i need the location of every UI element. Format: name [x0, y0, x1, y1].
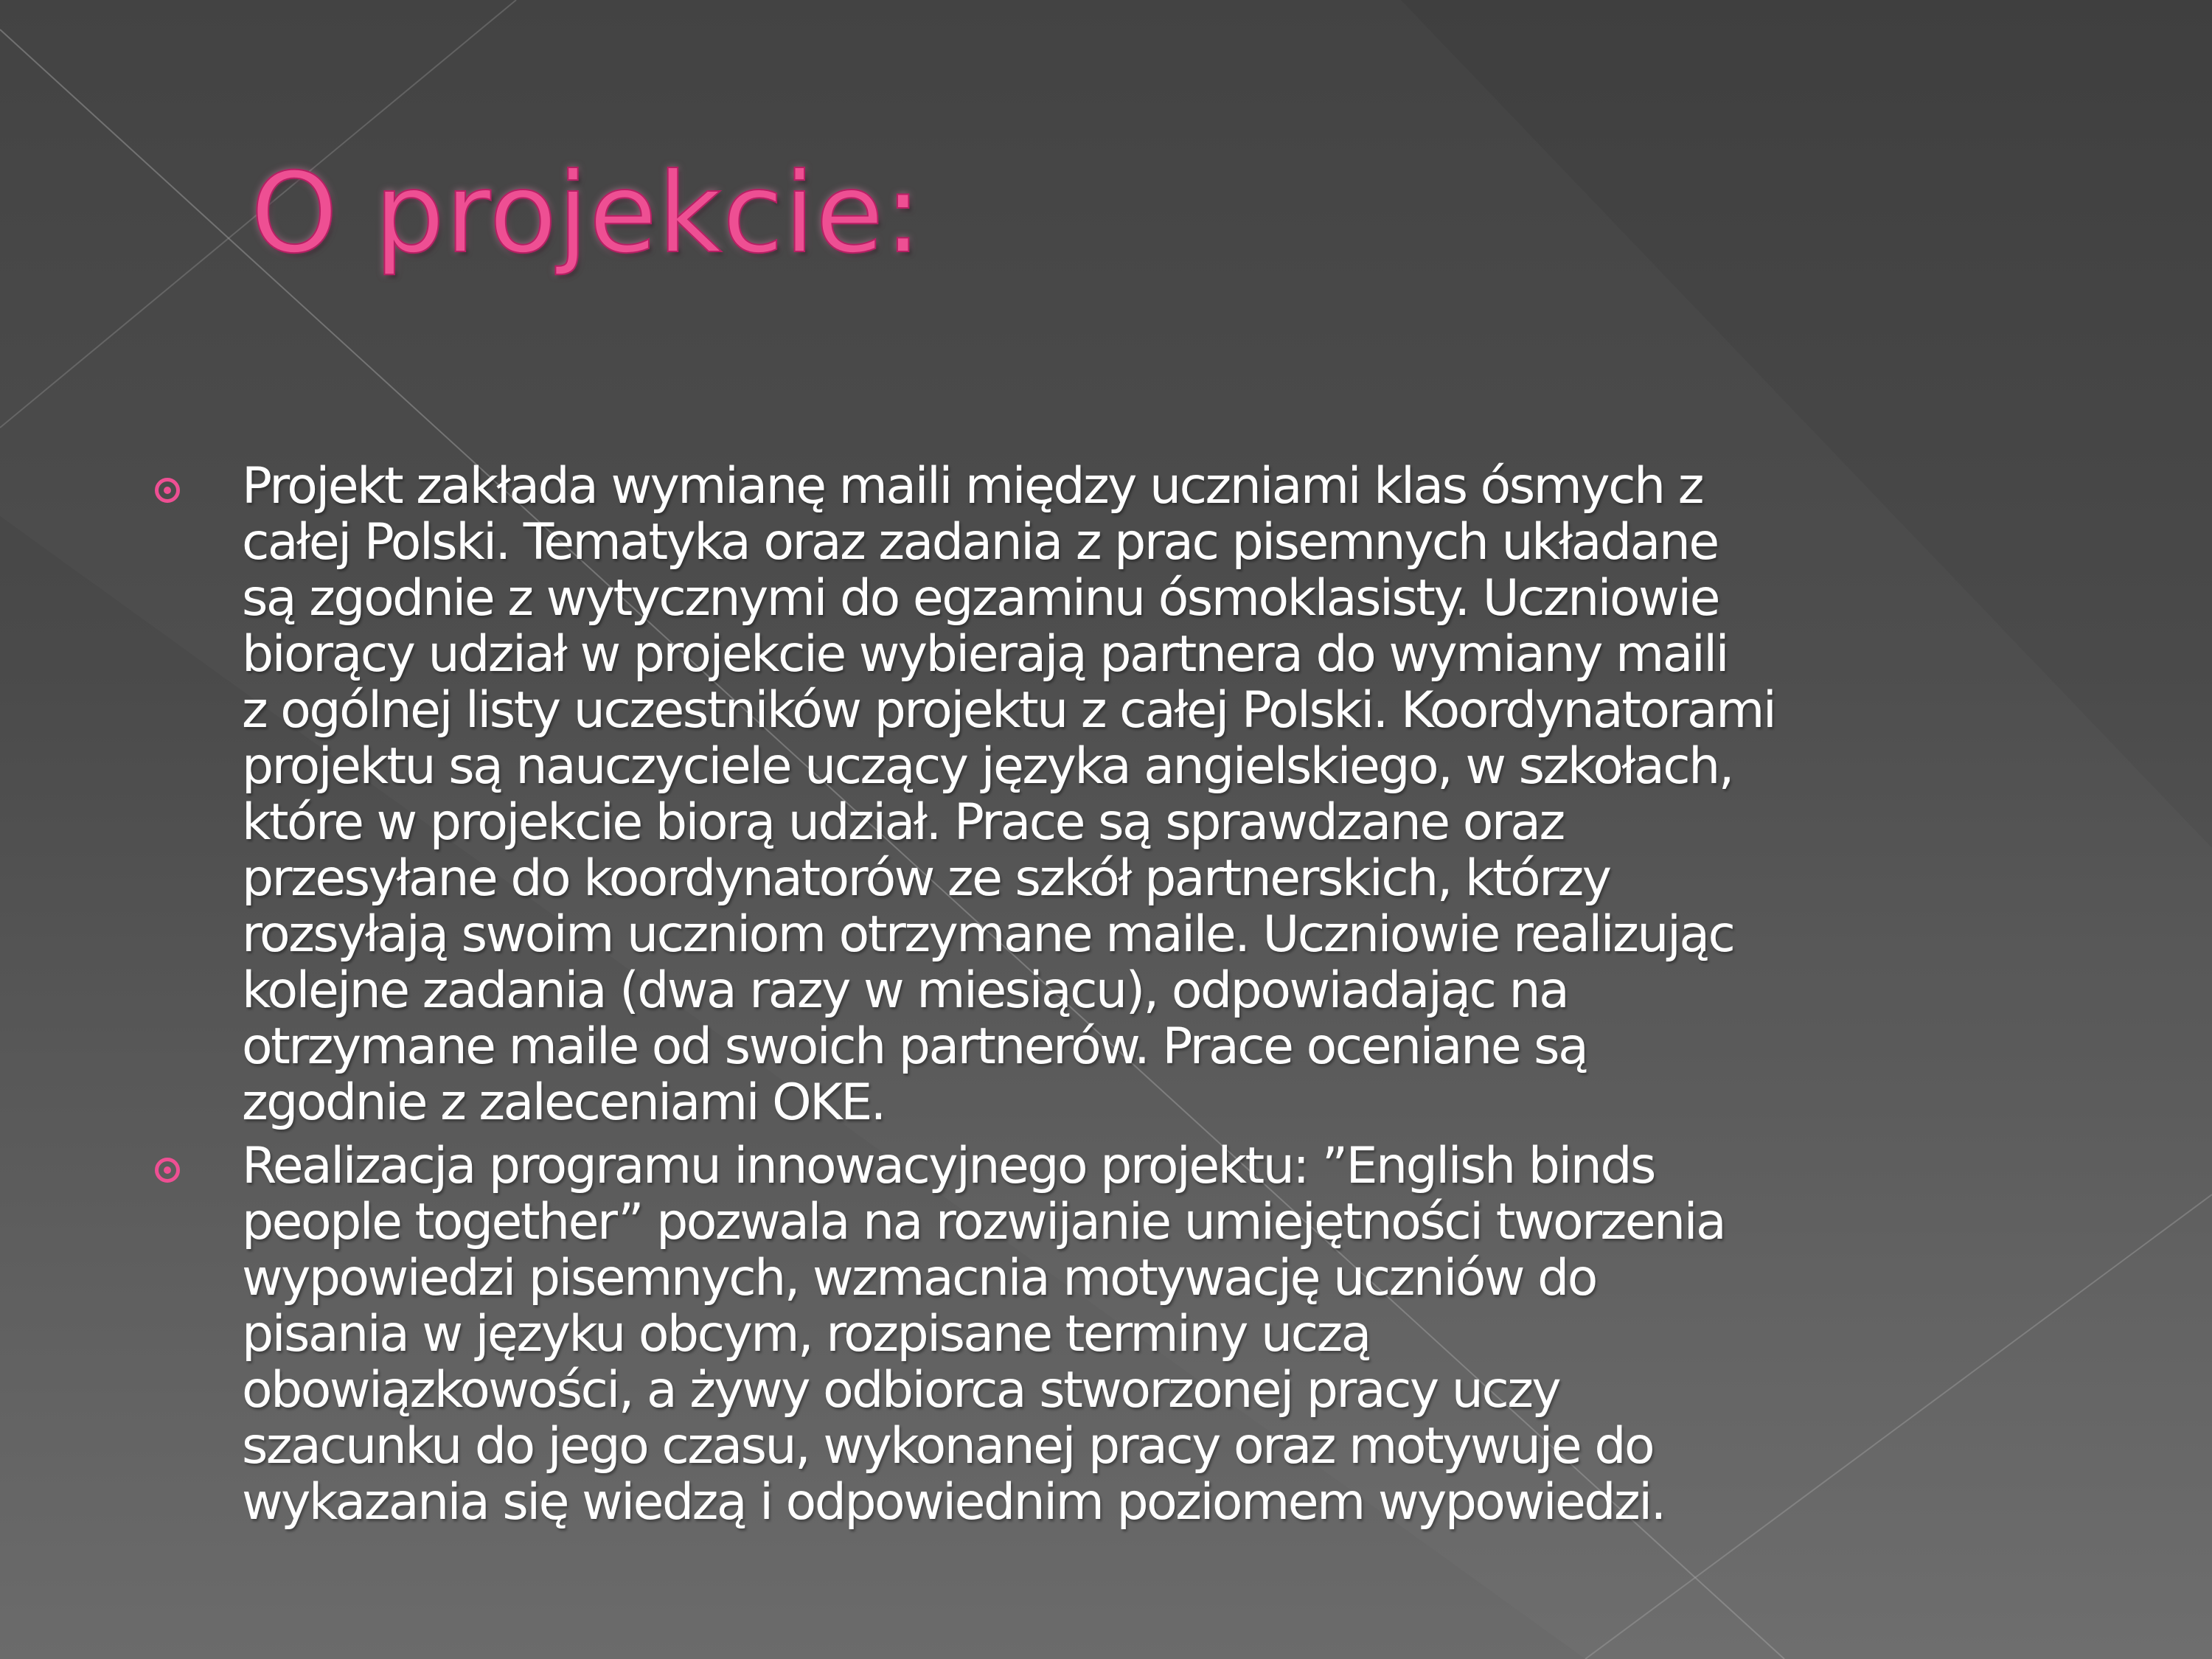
bullet-text-line: Realizacja programu innowacyjnego projektu: ”English binds: [242, 1137, 1655, 1195]
bullet-text-line: pisania w języku obcym, rozpisane terminy uczą: [242, 1305, 1370, 1363]
bullet-item: [147, 1138, 2087, 1531]
bullet-text-line: szacunku do jego czasu, wykonanej pracy oraz motywuje do: [242, 1417, 1654, 1475]
bullet-text-line: które w projekcie biorą udział. Prace są sprawdzane oraz: [242, 793, 1564, 852]
bullet-text-line: otrzymane maile od swoich partnerów. Prace oceniane są: [242, 1018, 1587, 1076]
bullet-text-line: przesyłane do koordynatorów ze szkół partnerskich, którzy: [242, 849, 1610, 908]
bullet-text-line: wykazania się wiedzą i odpowiednim poziomem wypowiedzi.: [242, 1473, 1665, 1531]
bullet-text-line: wypowiedzi pisemnych, wzmacnia motywację uczniów do: [242, 1249, 1596, 1307]
bullet-text-line: obowiązkowości, a żywy odbiorca stworzonej pracy uczy: [242, 1361, 1560, 1419]
slide-title: O projekcie:: [251, 150, 922, 278]
bullet-text-line: są zgodnie z wytycznymi do egzaminu ósmoklasisty. Uczniowie: [242, 569, 1719, 627]
bullet-list: [147, 459, 2087, 1538]
target-bullet-icon: [155, 478, 180, 503]
bullet-item: [147, 459, 2087, 1131]
bullet-text-line: całej Polski. Tematyka oraz zadania z prac pisemnych układane: [242, 513, 1718, 571]
bullet-text-line: rozsyłają swoim uczniom otrzymane maile. Uczniowie realizując: [242, 905, 1734, 964]
bullet-text-line: Projekt zakłada wymianę maili między uczniami klas ósmych z: [242, 457, 1703, 515]
bullet-text-line: zgodnie z zaleceniami OKE.: [242, 1074, 885, 1132]
bullet-text-line: biorący udział w projekcie wybierają partnera do wymiany maili: [242, 625, 1728, 684]
bullet-text-line: projektu są nauczyciele uczący języka angielskiego, w szkołach,: [242, 737, 1733, 796]
bullet-text-line: z ogólnej listy uczestników projektu z całej Polski. Koordynatorami: [242, 681, 1775, 740]
bullet-text-line: kolejne zadania (dwa razy w miesiącu), odpowiadając na: [242, 961, 1568, 1020]
bullet-text-line: people together” pozwala na rozwijanie umiejętności tworzenia: [242, 1193, 1725, 1251]
target-bullet-icon: [155, 1158, 180, 1183]
